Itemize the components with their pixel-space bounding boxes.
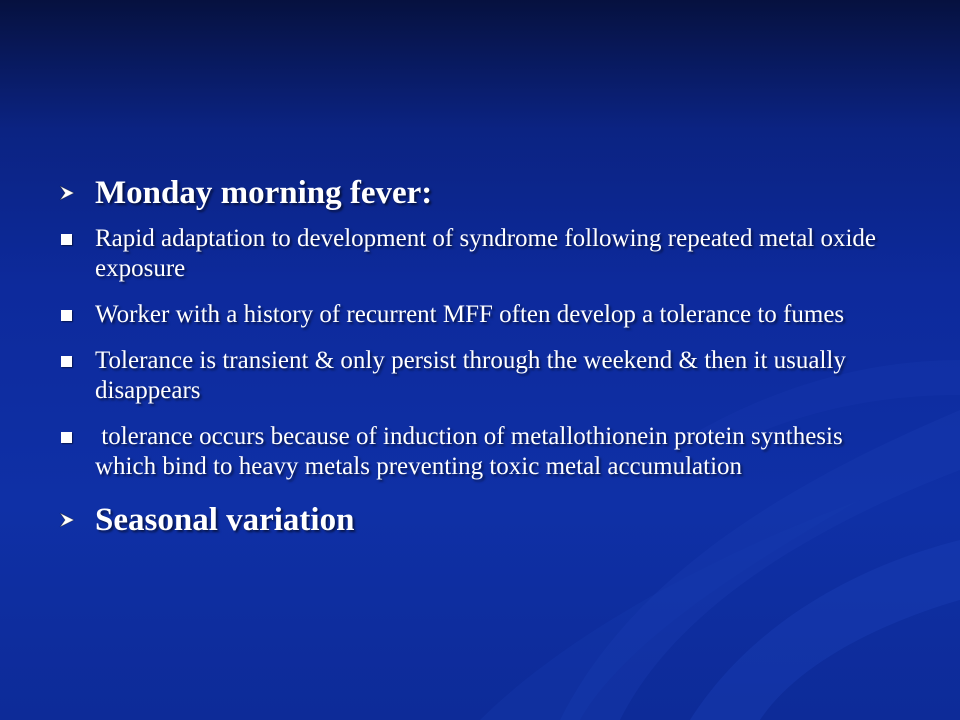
bullet-text: tolerance occurs because of induction of metallothionein protein synthesis which bind to heavy metals preventing toxic metal accumulation <box>95 423 849 480</box>
bullet-text: Rapid adaptation to development of syndrome following repeated metal oxide exposure <box>95 225 877 282</box>
arrowhead-bullet-icon <box>58 172 95 214</box>
square-bullet-icon <box>58 346 95 376</box>
heading-text: Seasonal variation <box>95 502 355 538</box>
list-item <box>58 224 888 284</box>
list-item <box>58 422 888 482</box>
heading-text: Monday morning fever: <box>95 175 433 211</box>
square-bullet-icon <box>58 300 95 330</box>
list-item <box>58 300 888 330</box>
bullet-text: Tolerance is transient & only persist through the weekend & then it usually disappears <box>95 347 846 404</box>
arrowhead-bullet-icon <box>58 499 95 541</box>
square-bullet-icon <box>58 224 95 254</box>
heading-monday-morning-fever <box>58 172 888 214</box>
slide-content <box>58 172 888 541</box>
bullet-text: Worker with a history of recurrent MFF often develop a tolerance to fumes <box>95 301 845 328</box>
bullet-list <box>58 224 888 482</box>
square-bullet-icon <box>58 422 95 452</box>
list-item <box>58 346 888 406</box>
heading-seasonal-variation <box>58 499 888 541</box>
